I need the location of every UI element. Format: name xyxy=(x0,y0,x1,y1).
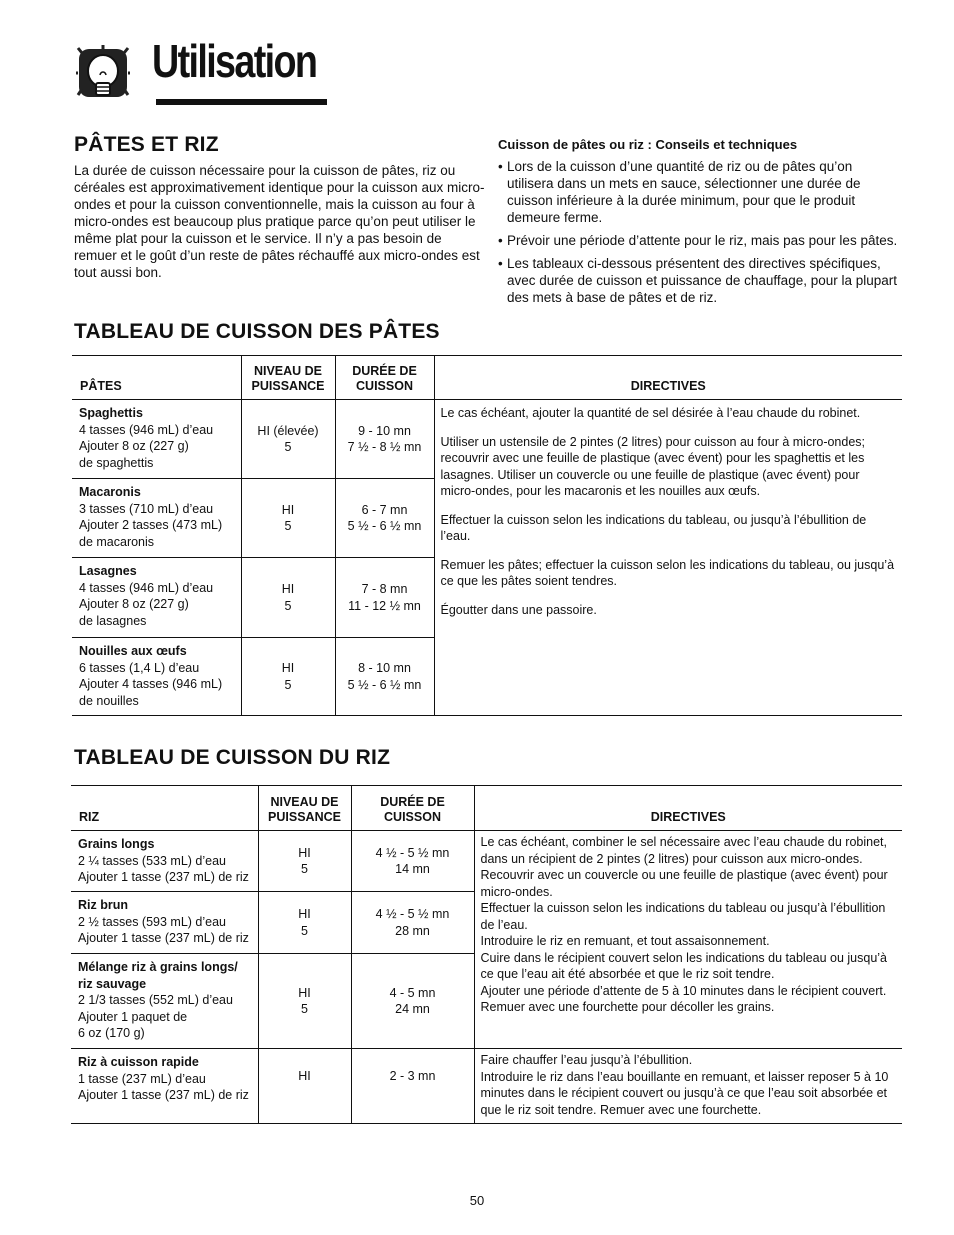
title-underline xyxy=(156,99,327,105)
directions-cell: Le cas échéant, combiner le sel nécessaire avec l’eau chaude du robinet, dans un récipient de 2 pintes (2 litres) pour cuisson aux micro-ondes. Recouvrir avec un couvercle ou une feuille de plastique (avec évent) pour micro-ondes. Effectuer la cuisson selon les indications du tableau ou jusqu’à l’ébullition de l’eau. Introduire le riz en remuant, et tout assaisonnement. Cuire dans le récipient couvert selon les indications du tableau ou jusqu’à ce que l’eau ait été absorbée et que le riz soit tendre. Ajouter une période d’attente de 5 à 10 minutes dans le récipient couvert. Remuer avec une fourchette pour décoller les grains. xyxy=(474,831,902,1049)
time-cell: 9 - 10 mn 7 ½ - 8 ½ mn xyxy=(335,400,434,479)
tip-item: • Les tableaux ci-dessous présentent des directives spécifiques, avec durée de cuisson et puissance de chauffage, pour la plupart des mets à base de pâtes et de riz. xyxy=(498,255,898,306)
time-cell: 6 - 7 mn 5 ½ - 6 ½ mn xyxy=(335,479,434,558)
tip-item: • Prévoir une période d’attente pour le riz, mais pas pour les pâtes. xyxy=(498,232,898,249)
power-cell: HI 5 xyxy=(241,638,335,716)
col-header-item: RIZ xyxy=(71,786,258,831)
directions-cell: Le cas échéant, ajouter la quantité de sel désirée à l’eau chaude du robinet. Utiliser un ustensile de 2 pintes (2 litres) pour cuisson au four à micro-ondes; recouvrir avec une feuille de plastique (avec évent) pour les spaghettis et les lasagnes. Utiliser un couvercle ou une feuille de plastique (avec évent) pour micro-ondes, pour les macaronis et les nouilles aux œufs. Effectuer la cuisson selon les indications du tableau, ou jusqu’à l’ébullition de l’eau. Remuer les pâtes; effectuer la cuisson selon les indications du tableau, ou jusqu’à ce que les pâtes soient tendres. Égoutter dans une passoire. xyxy=(434,400,902,716)
pasta-cooking-table xyxy=(72,355,902,716)
col-header-directions: DIRECTIVES xyxy=(434,356,902,400)
power-cell: HI 5 xyxy=(258,892,351,954)
item-cell: Riz à cuisson rapide 1 tasse (237 mL) d’eau Ajouter 1 tasse (237 mL) de riz xyxy=(71,1049,258,1124)
rice-cooking-table xyxy=(71,785,902,1124)
time-cell: 4 - 5 mn 24 mn xyxy=(351,954,474,1049)
power-cell: HI 5 xyxy=(241,479,335,558)
tips-title: Cuisson de pâtes ou riz : Conseils et techniques xyxy=(498,137,798,152)
item-cell: Nouilles aux œufs 6 tasses (1,4 L) d’eau Ajouter 4 tasses (946 mL) de nouilles xyxy=(72,638,241,716)
time-cell: 4 ½ - 5 ½ mn 28 mn xyxy=(351,892,474,954)
tips-list xyxy=(498,158,898,306)
time-cell: 2 - 3 mn xyxy=(351,1049,474,1124)
page-number: 50 xyxy=(469,1193,485,1208)
time-cell: 7 - 8 mn 11 - 12 ½ mn xyxy=(335,558,434,638)
intro-paragraph: La durée de cuisson nécessaire pour la cuisson de pâtes, riz ou céréales est approximativement identique pour la cuisson aux micro-ondes et pour la cuisson conventionnelle, mais la cuisson au four à micro-ondes est beaucoup plus pratique parce qu’on peut utiliser le même plat pour la cuisson et le service. Il n’y a pas besoin de remuer et le goût d’un reste de pâtes réchauffé aux micro-ondes est tout aussi bon. xyxy=(74,163,485,280)
tip-item: • Lors de la cuisson d’une quantité de riz ou de pâtes qu’on utilisera dans un mets en sauce, sélectionner une durée de cuisson inférieure à la durée minimum, pour que le produit demeure ferme. xyxy=(498,158,898,226)
power-cell: HI (élevée) 5 xyxy=(241,400,335,479)
power-cell: HI 5 xyxy=(258,954,351,1049)
item-cell: Macaronis 3 tasses (710 mL) d’eau Ajouter 2 tasses (473 mL) de macaronis xyxy=(72,479,241,558)
table-row xyxy=(72,400,902,479)
power-cell: HI 5 xyxy=(258,831,351,892)
time-cell: 4 ½ - 5 ½ mn 14 mn xyxy=(351,831,474,892)
item-cell: Lasagnes 4 tasses (946 mL) d’eau Ajouter 8 oz (227 g) de lasagnes xyxy=(72,558,241,638)
col-header-directions: DIRECTIVES xyxy=(474,786,902,831)
section-title-rice-table: TABLEAU DE CUISSON DU RIZ xyxy=(74,746,391,769)
col-header-power: NIVEAU DE PUISSANCE xyxy=(241,356,335,400)
col-header-time: DURÉE DE CUISSON xyxy=(335,356,434,400)
section-title-pates-riz: PÂTES ET RIZ xyxy=(74,133,219,156)
directions-cell: Faire chauffer l’eau jusqu’à l’ébullition. Introduire le riz dans l’eau bouillante en remuant, et laisser reposer 5 à 10 minutes dans le récipient couvert ou jusqu’à ce que l’eau soit absorbée et que le riz soit tendre. Remuer avec une fourchette. xyxy=(480,1053,889,1117)
time-cell: 8 - 10 mn 5 ½ - 6 ½ mn xyxy=(335,638,434,716)
col-header-item: PÂTES xyxy=(72,356,241,400)
power-cell: HI 5 xyxy=(241,558,335,638)
col-header-power: NIVEAU DE PUISSANCE xyxy=(258,786,351,831)
tips-box xyxy=(498,136,898,312)
item-cell: Spaghettis 4 tasses (946 mL) d’eau Ajouter 8 oz (227 g) de spaghettis xyxy=(72,400,241,479)
section-title-pasta-table: TABLEAU DE CUISSON DES PÂTES xyxy=(74,320,440,343)
table-row xyxy=(71,831,902,892)
col-header-time: DURÉE DE CUISSON xyxy=(351,786,474,831)
item-cell: Mélange riz à grains longs/ riz sauvage 2 1/3 tasses (552 mL) d’eau Ajouter 1 paquet de 6 oz (170 g) xyxy=(71,954,258,1049)
power-cell: HI xyxy=(258,1049,351,1124)
item-cell: Grains longs 2 ¼ tasses (533 mL) d’eau Ajouter 1 tasse (237 mL) de riz xyxy=(71,831,258,892)
item-cell: Riz brun 2 ½ tasses (593 mL) d’eau Ajouter 1 tasse (237 mL) de riz xyxy=(71,892,258,954)
lightbulb-icon xyxy=(76,45,130,101)
page-title: Utilisation xyxy=(152,35,317,87)
table-row xyxy=(71,1049,902,1124)
